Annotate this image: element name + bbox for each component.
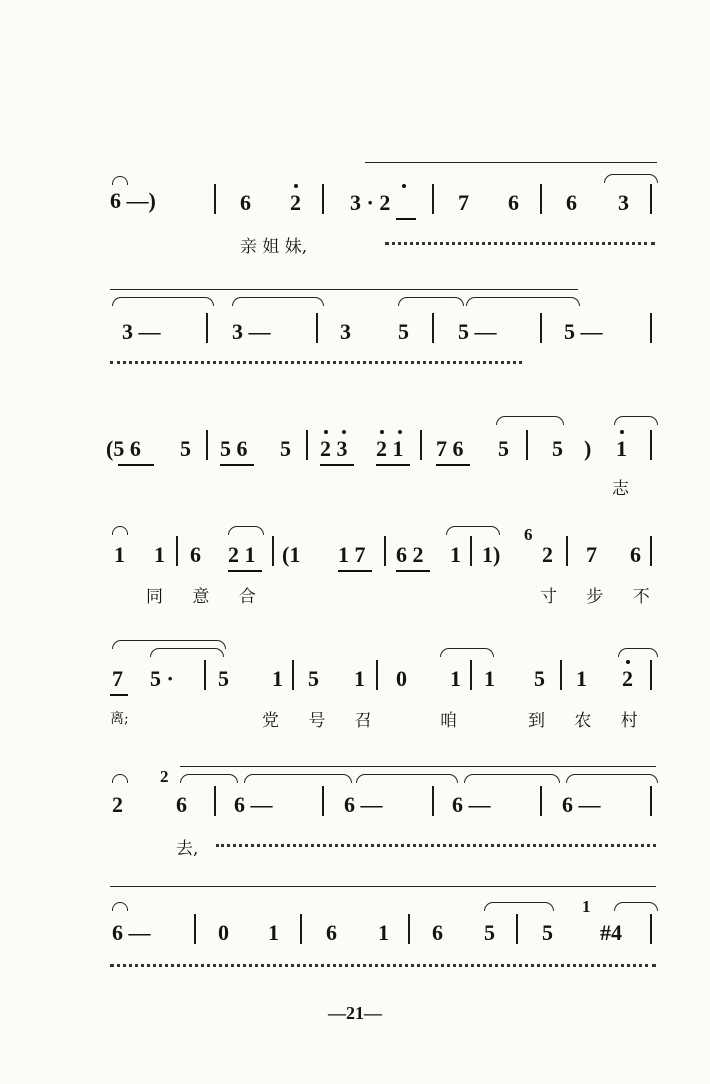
tie-line: [110, 886, 656, 887]
octave-dot: [342, 430, 346, 434]
barline: [432, 786, 434, 816]
note: 6 —: [112, 920, 151, 945]
note: 5: [218, 666, 229, 691]
slur: [496, 416, 564, 425]
lyric: 离;: [110, 711, 129, 727]
barline: [322, 786, 324, 816]
lyric-continuation: [110, 964, 656, 969]
lyric-continuation: [385, 242, 655, 247]
note: 5: [280, 436, 291, 461]
slur: [112, 297, 214, 306]
note: 1: [354, 666, 365, 691]
barline: [650, 660, 652, 690]
underline: [118, 464, 154, 466]
note: 6 —): [110, 188, 156, 213]
barline: [300, 914, 302, 944]
tie-line: [180, 766, 656, 767]
slur: [112, 526, 128, 535]
note: 6 2: [396, 542, 424, 567]
octave-dot: [380, 430, 384, 434]
note: 1: [268, 920, 279, 945]
note: ): [584, 436, 592, 461]
slur: [228, 526, 264, 535]
note: 1 7: [338, 542, 366, 567]
barline: [194, 914, 196, 944]
note: 2: [542, 542, 553, 567]
note: 6: [432, 920, 443, 945]
octave-dot: [294, 184, 298, 188]
underline: [228, 570, 262, 572]
page-number: —21—: [328, 1003, 382, 1023]
note: 5: [308, 666, 319, 691]
note: 1: [114, 542, 125, 567]
slur: [466, 297, 580, 306]
slur: [112, 774, 128, 783]
note: 3 —: [122, 319, 161, 344]
note: 6 —: [452, 792, 491, 817]
slur: [604, 174, 658, 183]
note: 1: [616, 436, 627, 461]
note: 1): [482, 542, 501, 567]
barline: [650, 914, 652, 944]
underline: [396, 218, 416, 220]
note: (5 6: [106, 436, 141, 461]
underline: [338, 570, 372, 572]
note: 6: [630, 542, 641, 567]
note: 6: [566, 190, 577, 215]
slur: [566, 774, 658, 783]
barline: [214, 786, 216, 816]
note: 6: [508, 190, 519, 215]
barline: [516, 914, 518, 944]
barline: [432, 313, 434, 343]
lyric-continuation: [110, 361, 522, 366]
slur: [356, 774, 458, 783]
tie-line: [365, 162, 657, 163]
note: #4: [600, 920, 622, 945]
note: 6 —: [562, 792, 601, 817]
underline: [396, 570, 430, 572]
slur: [618, 648, 658, 657]
note: 5: [180, 436, 191, 461]
barline: [306, 430, 308, 460]
barline: [214, 184, 216, 214]
underline: [436, 464, 470, 466]
slur: [464, 774, 560, 783]
note: 6 —: [344, 792, 383, 817]
barline: [650, 786, 652, 816]
note: 2: [160, 767, 169, 786]
barline: [204, 660, 206, 690]
octave-dot: [620, 430, 624, 434]
slur: [180, 774, 238, 783]
note: 1: [484, 666, 495, 691]
barline: [316, 313, 318, 343]
note: 5 —: [564, 319, 603, 344]
note: 5: [484, 920, 495, 945]
note: 1: [378, 920, 389, 945]
note: 5 ·: [150, 666, 174, 691]
note: 7: [112, 666, 123, 691]
note: 3 —: [232, 319, 271, 344]
note: 7: [458, 190, 469, 215]
barline: [470, 536, 472, 566]
note: 2: [622, 666, 633, 691]
note: 5 —: [458, 319, 497, 344]
lyric: 到 农 村: [528, 711, 650, 731]
slur: [484, 902, 554, 911]
barline: [206, 313, 208, 343]
tie-line: [110, 289, 578, 290]
barline: [408, 914, 410, 944]
lyric: 去,: [176, 839, 199, 859]
barline: [540, 184, 542, 214]
slur: [112, 176, 128, 185]
note: 1: [582, 897, 591, 916]
barline: [432, 184, 434, 214]
barline: [176, 536, 178, 566]
note: 7: [586, 542, 597, 567]
note: 6 —: [234, 792, 273, 817]
slur: [244, 774, 352, 783]
slur: [614, 416, 658, 425]
note: 3: [340, 319, 351, 344]
note: 0: [218, 920, 229, 945]
note: 6: [524, 525, 533, 544]
slur: [112, 902, 128, 911]
barline: [376, 660, 378, 690]
note: 1: [576, 666, 587, 691]
slur: [398, 297, 464, 306]
note: 6: [190, 542, 201, 567]
note: 5: [542, 920, 553, 945]
lyric: 亲 姐 妹,: [240, 237, 308, 257]
barline: [540, 313, 542, 343]
barline: [384, 536, 386, 566]
underline: [220, 464, 254, 466]
lyric: 咱: [440, 711, 457, 731]
underline: [320, 464, 354, 466]
note: 2: [290, 190, 301, 215]
underline: [376, 464, 410, 466]
slur: [440, 648, 494, 657]
slur: [614, 902, 658, 911]
barline: [540, 786, 542, 816]
note: 5 6: [220, 436, 248, 461]
note: 5: [552, 436, 563, 461]
lyric: 党 号 召: [262, 711, 384, 731]
slur: [232, 297, 324, 306]
barline: [650, 313, 652, 343]
note: 1: [450, 542, 461, 567]
barline: [566, 536, 568, 566]
note: 6: [326, 920, 337, 945]
octave-dot: [398, 430, 402, 434]
barline: [650, 430, 652, 460]
note: 3 · 2: [350, 190, 391, 215]
barline: [470, 660, 472, 690]
barline: [526, 430, 528, 460]
lyric: 志: [612, 479, 629, 499]
barline: [650, 536, 652, 566]
note: 5: [398, 319, 409, 344]
note: 6: [176, 792, 187, 817]
octave-dot: [324, 430, 328, 434]
barline: [650, 184, 652, 214]
note: 2 1: [228, 542, 256, 567]
lyric: 寸 步 不: [540, 587, 662, 607]
note: 2 3: [320, 436, 348, 461]
barline: [272, 536, 274, 566]
note: 1: [450, 666, 461, 691]
barline: [292, 660, 294, 690]
note: 6: [240, 190, 251, 215]
barline: [420, 430, 422, 460]
octave-dot: [402, 184, 406, 188]
lyric: 同 意 合: [146, 587, 268, 607]
note: 1: [154, 542, 165, 567]
slur: [150, 648, 224, 657]
note: 1: [272, 666, 283, 691]
note: 0: [396, 666, 407, 691]
note: 2: [112, 792, 123, 817]
barline: [206, 430, 208, 460]
underline: [110, 694, 128, 696]
barline: [560, 660, 562, 690]
barline: [322, 184, 324, 214]
octave-dot: [626, 660, 630, 664]
note: 2 1: [376, 436, 404, 461]
note: 5: [498, 436, 509, 461]
note: 3: [618, 190, 629, 215]
note: 5: [534, 666, 545, 691]
note: (1: [282, 542, 301, 567]
slur: [446, 526, 500, 535]
note: 7 6: [436, 436, 464, 461]
lyric-continuation: [216, 844, 656, 849]
